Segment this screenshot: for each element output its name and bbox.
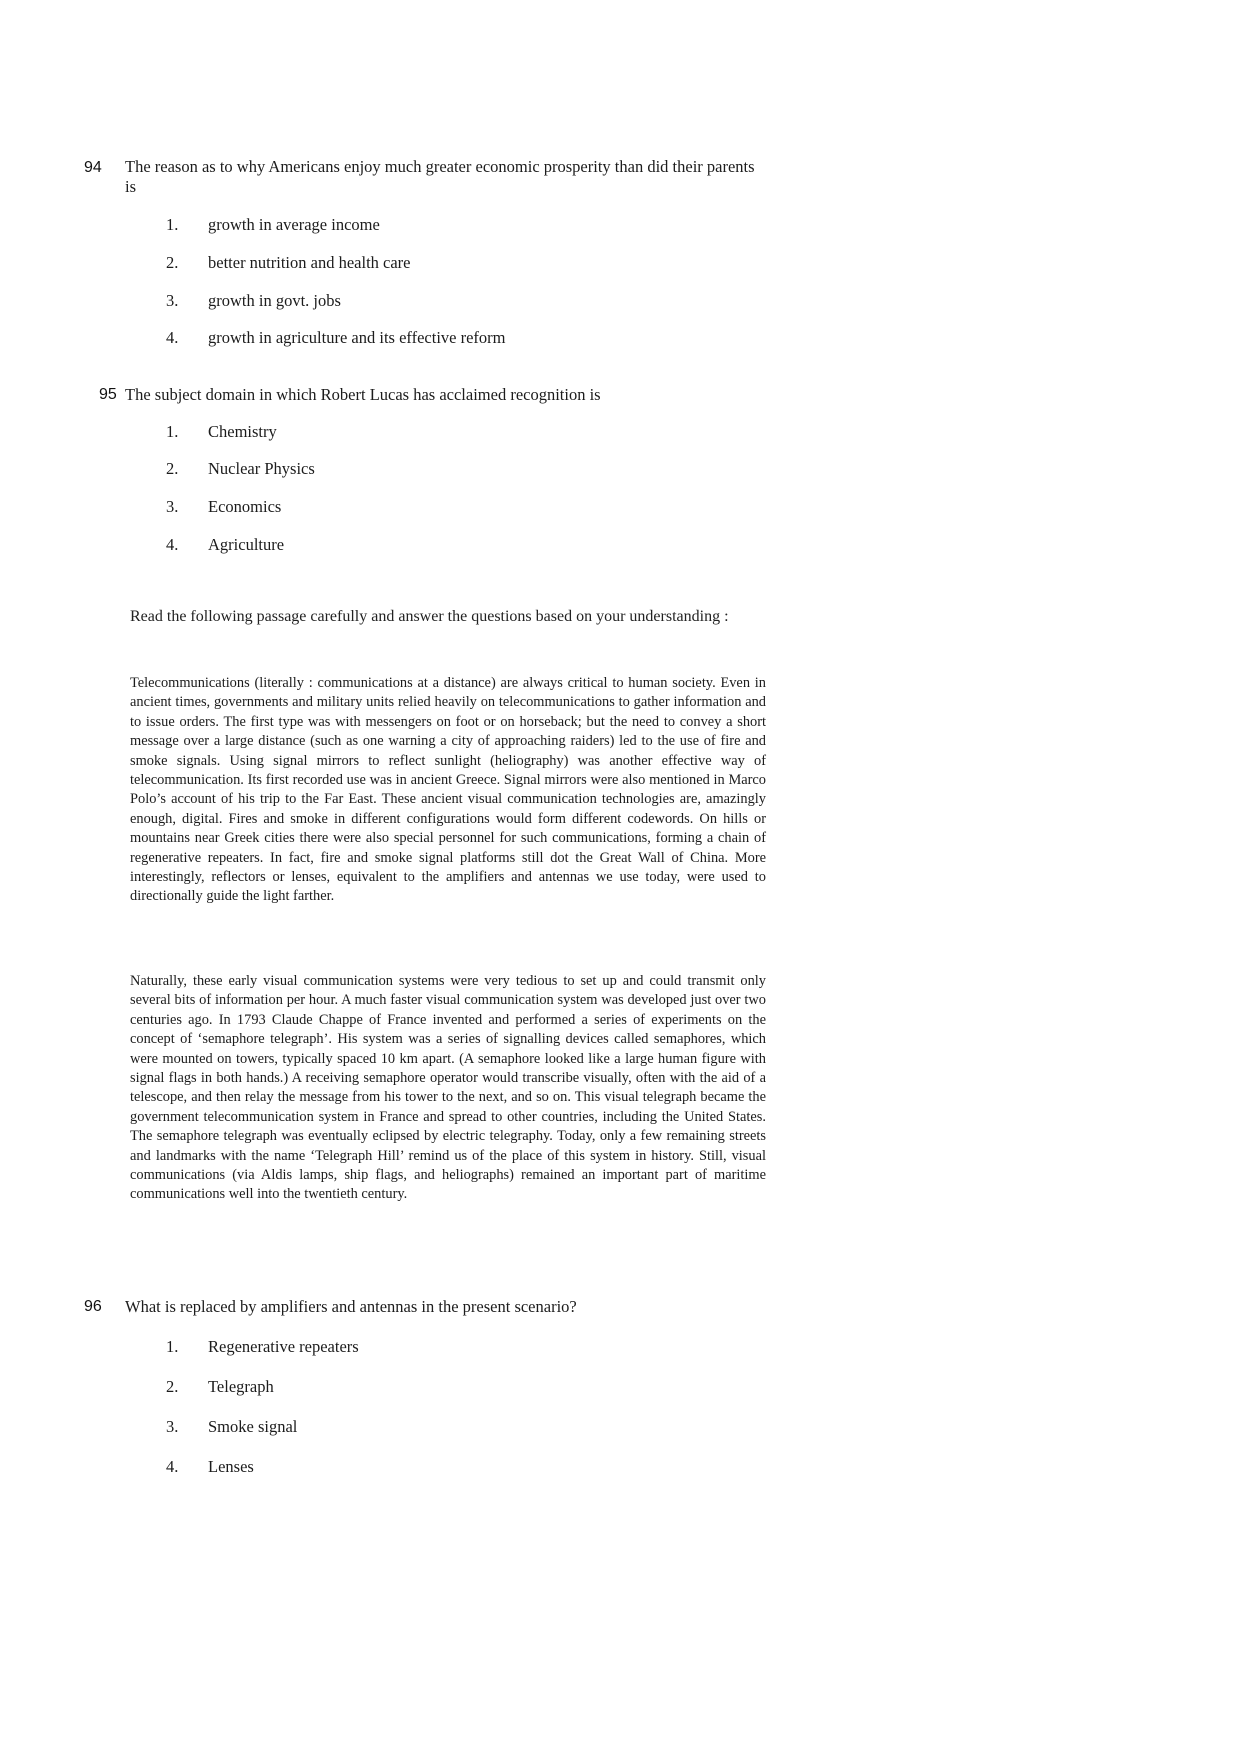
question-number: 94 [84, 159, 102, 176]
option-text: Nuclear Physics [208, 459, 315, 478]
option-text: Lenses [208, 1457, 254, 1476]
option-item [166, 535, 284, 555]
option-number: 4. [166, 328, 179, 347]
option-text: growth in govt. jobs [208, 291, 341, 310]
option-item [166, 215, 380, 235]
passage-paragraph: Naturally, these early visual communication systems were very tedious to set up and could transmit only several bits of information per hour. A much faster visual communication system was developed just over two centuries ago. In 1793 Claude Chappe of France invented and performed a series of experiments on the concept of ‘semaphore telegraph’. His system was a series of signalling devices called semaphores, which were mounted on towers, typically spaced 10 km apart. (A semaphore looked like a large human figure with signal flags in both hands.) A receiving semaphore operator would transcribe visually, often with the aid of a telescope, and then relay the message from his tower to the next, and so on. This visual telegraph became the government telecommunication system in France and spread to other countries, including the United States. The semaphore telegraph was eventually eclipsed by electric telegraphy. Today, only a few remaining streets and landmarks with the name ‘Telegraph Hill’ remind us of the place of this system in history. Still, visual communications (via Aldis lamps, ship flags, and heliographs) remained an important part of maritime communications well into the twentieth century. [130, 973, 766, 1203]
option-item [166, 291, 341, 311]
option-number: 2. [166, 459, 179, 478]
option-item [166, 1337, 359, 1357]
option-number: 3. [166, 497, 179, 516]
option-number: 1. [166, 215, 179, 234]
option-item [166, 1417, 297, 1437]
option-item [166, 459, 315, 479]
option-text: Economics [208, 497, 282, 516]
passage-paragraph: Telecommunications (literally : communications at a distance) are always critical to human society. Even in ancient times, governments and military units relied heavily on telecommunications to gather information and to issue orders. The first type was with messengers on foot or on horseback; but the need to convey a short message over a large distance (such as one warning a city of approaching raiders) led to the use of fire and smoke signals. Using signal mirrors to reflect sunlight (heliography) was another effective way of telecommunication. Its first recorded use was in ancient Greece. Signal mirrors were also mentioned in Marco Polo’s account of his trip to the Far East. These ancient visual communication technologies are, amazingly enough, digital. Fires and smoke in different configurations would form different codewords. On hills or mountains near Greek cities there were also special personnel for such communications, forming a chain of regenerative repeaters. In fact, fire and smoke signal platforms still dot the Great Wall of China. More interestingly, reflectors or lenses, equivalent to the amplifiers and antennas we use today, were used to directionally guide the light farther. [130, 675, 766, 905]
option-number: 3. [166, 1417, 179, 1436]
question-text: The subject domain in which Robert Lucas has acclaimed recognition is [125, 385, 601, 404]
option-text: better nutrition and health care [208, 253, 411, 272]
option-item [166, 253, 411, 273]
question-number: 96 [84, 1298, 102, 1315]
option-text: Smoke signal [208, 1417, 298, 1436]
option-item [166, 497, 281, 517]
option-number: 1. [166, 1337, 179, 1356]
option-number: 2. [166, 1377, 179, 1396]
option-item [166, 422, 277, 442]
option-text: growth in agriculture and its effective reform [208, 328, 506, 347]
passage-heading: Read the following passage carefully and answer the questions based on your understanding : [130, 608, 729, 625]
option-number: 1. [166, 422, 179, 441]
option-number: 3. [166, 291, 179, 310]
option-text: Telegraph [208, 1377, 274, 1396]
option-text: growth in average income [208, 215, 380, 234]
option-item [166, 1377, 274, 1397]
option-number: 4. [166, 1457, 179, 1476]
option-text: Agriculture [208, 535, 285, 554]
option-item [166, 328, 506, 348]
option-text: Chemistry [208, 422, 277, 441]
question-text: What is replaced by amplifiers and antennas in the present scenario? [125, 1297, 577, 1316]
option-text: Regenerative repeaters [208, 1337, 359, 1356]
option-number: 4. [166, 535, 179, 554]
option-item [166, 1457, 254, 1477]
question-text: The reason as to why Americans enjoy much greater economic prosperity than did their parents is [125, 157, 755, 196]
question-number: 95 [99, 386, 117, 403]
option-number: 2. [166, 253, 179, 272]
